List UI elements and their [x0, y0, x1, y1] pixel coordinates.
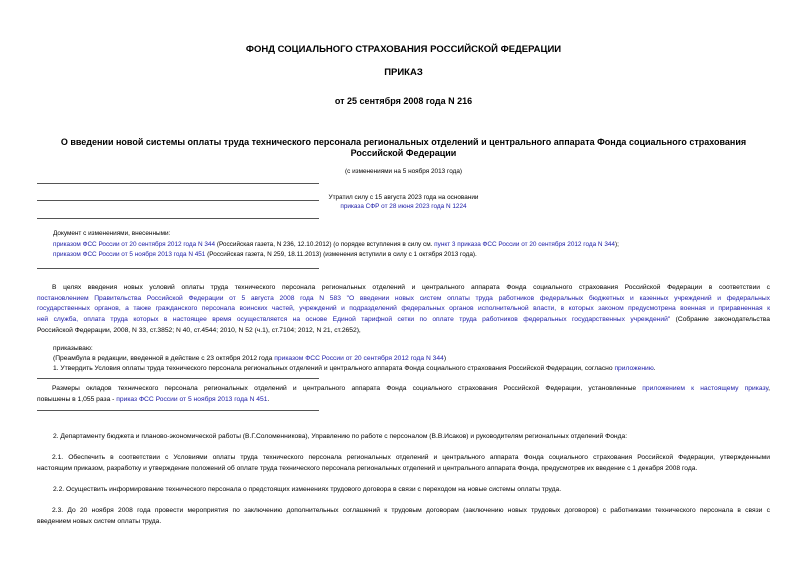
- amendment-item-1-text: (Российская газета, N 236, 12.10.2012) (о порядке вступления в силу см.: [215, 240, 435, 248]
- preamble-line-4-rest: (Собрание законодательства: [670, 316, 770, 324]
- order-451-link[interactable]: приказ ФСС России от 5 ноября 2013 года N 451: [116, 395, 268, 403]
- doc-date-number: от 25 сентября 2008 года N 216: [334, 96, 473, 106]
- org-name: ФОНД СОЦИАЛЬНОГО СТРАХОВАНИЯ РОССИЙСКОЙ ФЕДЕРАЦИИ: [245, 44, 562, 55]
- paragraph-2: 2. Департаменту бюджета и планово-экономической работы (В.Г.Соломенникова), Управлению по работе с персоналом (В.В.Исаков) и руководителям региональных отделений Фонда:: [53, 433, 628, 440]
- government-decree-link-cont[interactable]: государственных органов, а также гражданского персонала воинских частей, учреждений и подразделений федеральных органов исполнительной власти, в которых законом предусмотрена военная и приравненная к: [37, 305, 770, 313]
- paragraph-1-end: .: [653, 365, 656, 372]
- doc-type: ПРИКАЗ: [384, 67, 423, 78]
- lost-force-text: Утратил силу с 15 августа 2023 года на основании: [328, 194, 479, 201]
- amendment-item-1-end: );: [614, 240, 619, 248]
- preamble-line-4: [37, 315, 770, 326]
- lost-force-status: [0, 194, 807, 211]
- appendix-link[interactable]: приложению: [614, 365, 654, 372]
- doc-title-line1: О введении новой системы оплаты труда технического персонала региональных отделений и центрального аппарата Фонда социального страхования: [60, 137, 747, 147]
- paragraph-2-1-line-1: 2.1. Обеспечить в соответствии с Условиями оплаты труда технического персонала региональных отделений и центрального аппарата Фонда социального страхования Российской Федерации, утвержденными: [52, 454, 770, 461]
- divider: [37, 378, 319, 379]
- note-prefix: (Преамбула в редакции, введенной в действие с 23 октября 2012 года: [53, 355, 275, 362]
- paragraph-2-2: 2.2. Осуществить информирование технического персонала о предстоящих изменениях трудового договора в связи с переходом на новые системы оплаты труда.: [53, 486, 562, 493]
- note-link-344[interactable]: приказом ФСС России от 20 сентября 2012 года N 344: [274, 355, 444, 362]
- paragraph-2-3-line-2: введением новых систем оплаты труда.: [37, 517, 162, 525]
- amendments-heading: Документ с изменениями, внесенными:: [53, 230, 171, 237]
- salary-note-text: Размеры окладов технического персонала региональных отделений и центрального аппарата Фонда социального страхования Российской Федерации, установленные: [52, 385, 643, 392]
- preamble-line-1: В целях введения новых условий оплаты труда технического персонала региональных отделений и центрального аппарата Фонда социального страхования Российской Федерации в соответствии с: [52, 284, 770, 291]
- preamble-line-5: Российской Федерации, 2008, N 33, ст.3852; N 40, ст.4544; 2010, N 52 (ч.1), ст.7104; 2012, N 21, ст.2652),: [37, 326, 361, 334]
- amendment-item-1: [53, 241, 773, 250]
- note-suffix: ): [443, 355, 447, 362]
- doc-title: [0, 137, 807, 159]
- doc-title-line2: Российской Федерации: [350, 148, 457, 158]
- preamble: [37, 283, 770, 337]
- amendment-item-2: [53, 251, 773, 260]
- divider: [37, 218, 319, 219]
- revision-note: (с изменениями на 5 ноября 2013 года): [344, 168, 463, 175]
- amendment-link-344[interactable]: приказом ФСС России от 20 сентября 2012 года N 344: [53, 240, 216, 248]
- salary-note: [37, 384, 770, 405]
- paragraph-1-text: 1. Утвердить Условия оплаты труда технического персонала региональных отделений и центрального аппарата Фонда социального страхования Российской Федерации, согласно: [53, 365, 615, 372]
- salary-note-increase: повышены в 1,055 раза -: [37, 395, 117, 403]
- prikazyvayu: приказываю:: [53, 345, 93, 352]
- government-decree-link-end[interactable]: ней служба, оплата труда которых в настоящее время осуществляется на основе Единой тарифной сетки по оплате труда работников федеральных государственных учреждений": [37, 316, 671, 324]
- salary-note-comma: ,: [768, 385, 770, 392]
- paragraph-2-3: [37, 506, 770, 527]
- salary-note-line-2: [37, 395, 770, 406]
- paragraph-2-3-line-1: 2.3. До 20 ноября 2008 года провести мероприятия по заключению дополнительных соглашений к трудовым договорам (заключению новых трудовых договоров) с работниками технического персонала в связи с: [52, 507, 770, 514]
- paragraph-2-1: [37, 453, 770, 474]
- government-decree-link[interactable]: постановлением Правительства Российской Федерации от 5 августа 2008 года N 583 "О введении новых систем оплаты труда работников федеральных бюджетных и казенных учреждений и федеральных: [37, 294, 770, 302]
- divider: [37, 268, 319, 269]
- lost-force-link[interactable]: приказа СФР от 28 июня 2023 года N 1224: [340, 202, 467, 210]
- preamble-line-3: [37, 304, 770, 315]
- salary-note-end: .: [267, 395, 270, 403]
- divider: [37, 183, 319, 184]
- appendix-to-order-link[interactable]: приложением к настоящему приказу: [642, 385, 769, 392]
- amendment-item-2-text: (Российская газета, N 259, 18.11.2013) (изменения вступили в силу с 1 октября 2013 года).: [205, 251, 477, 258]
- paragraph-1: [53, 364, 773, 375]
- amendment-link-451[interactable]: приказом ФСС России от 5 ноября 2013 года N 451: [53, 251, 206, 258]
- paragraph-2-1-line-2: настоящим приказом, разработку и утверждение положений об оплате труда технического персонала региональных отделений и центрального аппарата Фонда, предусмотрев их введение с 1 декабря 2008 года.: [37, 464, 698, 472]
- amendments-block: [53, 230, 773, 260]
- amendment-link-344-p3[interactable]: пункт 3 приказа ФСС России от 20 сентября 2012 года N 344: [434, 240, 615, 248]
- salary-note-line-1: [37, 384, 770, 395]
- preamble-line-2: [37, 294, 770, 305]
- divider: [37, 410, 319, 411]
